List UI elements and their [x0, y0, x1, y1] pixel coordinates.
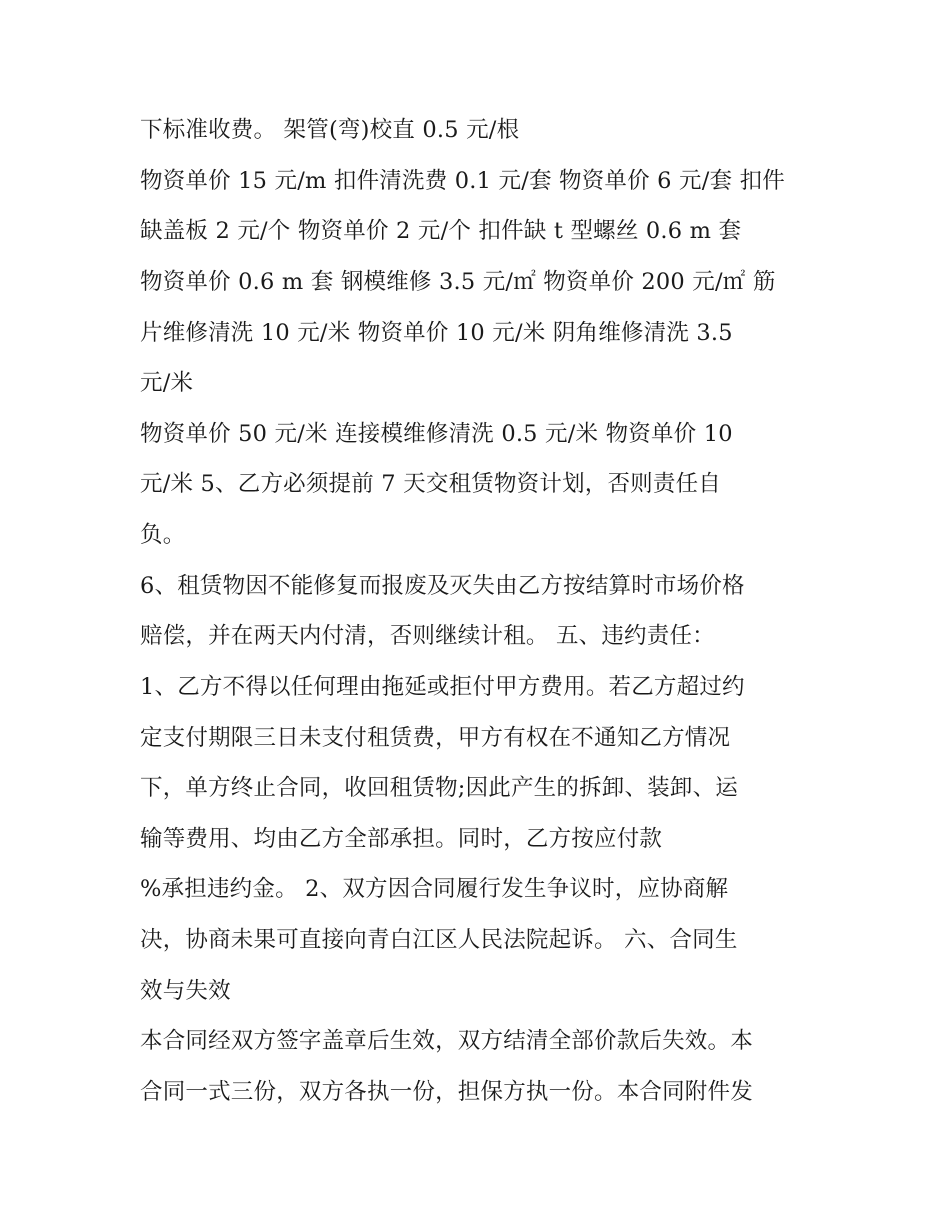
text-line: 物资单价 15 元/m 扣件清洗费 0.1 元/套 物资单价 6 元/套 扣件	[140, 168, 785, 194]
text-line: 下，单方终止合同，收回租赁物;因此产生的拆卸、装卸、运	[140, 775, 738, 801]
text-line: 负。	[140, 522, 186, 548]
text-line: 元/米	[140, 370, 194, 396]
text-line: 元/米 5、乙方必须提前 7 天交租赁物资计划，否则责任自	[140, 471, 721, 497]
text-line: 片维修清洗 10 元/米 物资单价 10 元/米 阴角维修清洗 3.5	[140, 320, 733, 346]
text-line: 下标准收费。 架管(弯)校直 0.5 元/根	[140, 117, 520, 143]
text-line: 6、租赁物因不能修复而报废及灭失由乙方按结算时市场价格	[140, 573, 745, 599]
text-line: 决，协商未果可直接向青白江区人民法院起诉。 六、合同生	[140, 927, 738, 953]
text-line: 缺盖板 2 元/个 物资单价 2 元/个 扣件缺 t 型螺丝 0.6 m 套	[140, 218, 742, 244]
text-line: 物资单价 0.6 m 套 钢模维修 3.5 元/㎡ 物资单价 200 元/㎡ 筋	[140, 269, 776, 295]
text-line: 效与失效	[140, 978, 231, 1004]
text-line: 本合同经双方签字盖章后生效，双方结清全部价款后失效。本	[140, 1028, 753, 1054]
text-line: %承担违约金。 2、双方因合同履行发生争议时，应协商解	[140, 876, 729, 902]
text-line: 1、乙方不得以任何理由拖延或拒付甲方费用。若乙方超过约	[140, 674, 745, 700]
text-line: 合同一式三份，双方各执一份，担保方执一份。本合同附件发	[140, 1079, 753, 1105]
text-line: 物资单价 50 元/米 连接模维修清洗 0.5 元/米 物资单价 10	[140, 421, 733, 447]
text-line: 定支付期限三日未支付租赁费，甲方有权在不通知乙方情况	[140, 725, 731, 751]
text-line: 赔偿，并在两天内付清，否则继续计租。 五、违约责任：	[140, 623, 715, 649]
text-line: 输等费用、均由乙方全部承担。同时，乙方按应付款	[140, 826, 663, 852]
